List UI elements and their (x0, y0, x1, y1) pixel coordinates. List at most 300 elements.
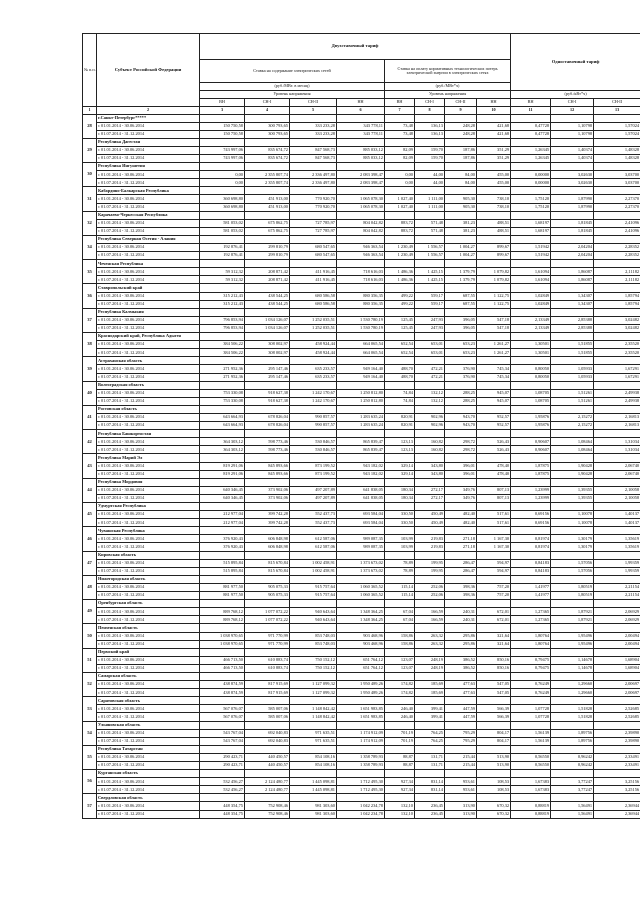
empty-cell (551, 405, 594, 413)
tariff-value: 585 007,06 (245, 713, 290, 721)
column-index: 7 (385, 107, 415, 115)
tariff-value: 386,52 (445, 664, 477, 672)
one-rate-header: Одноставочный тариф (511, 34, 640, 91)
tariff-value: 208 871,42 (245, 268, 290, 276)
empty-cell (337, 672, 385, 680)
tariff-value: 166,59 (415, 608, 445, 616)
empty-cell (245, 357, 290, 365)
tariff-value: 2 124 480,77 (245, 778, 290, 786)
tariff-value: 0,79475 (511, 664, 551, 672)
tariff-value: 1 079,82 (477, 276, 511, 284)
tariff-value: 0,81974 (511, 543, 551, 551)
tariff-value: 3,02630 (551, 179, 594, 187)
period-label: с 01.01.2014 - 30.06.2014 (97, 341, 200, 349)
region-name: Республика Калмыкия (97, 308, 200, 316)
tariff-value: 451 913,00 (245, 195, 290, 203)
tariff-value: 946 363,54 (337, 252, 385, 260)
empty-cell (551, 430, 594, 438)
region-row (83, 187, 640, 195)
empty-cell (445, 527, 477, 535)
empty-cell (337, 697, 385, 705)
tariff-value: 2,85388 (551, 324, 594, 332)
period-label: с 01.01.2014 - 30.06.2014 (97, 171, 200, 179)
tariff-value: 2,13349 (511, 324, 551, 332)
tariff-value: 835 674,72 (245, 146, 290, 154)
tariff-value: 0,00000 (511, 171, 551, 179)
tariff-value: 44,00 (415, 179, 445, 187)
empty-cell (245, 381, 290, 389)
empty-cell (594, 381, 640, 389)
region-row (83, 648, 640, 656)
empty-cell (445, 211, 477, 219)
period-row (83, 446, 640, 454)
tariff-value: 738,10 (477, 203, 511, 211)
period-label: с 01.01.2014 - 30.06.2014 (97, 681, 200, 689)
period-label: с 01.01.2014 - 30.06.2014 (97, 413, 200, 421)
empty-cell (415, 430, 445, 438)
tariff-value: 82,09 (385, 154, 415, 162)
period-row (83, 583, 640, 591)
region-name: Волгоградская область (97, 381, 200, 389)
period-label: с 01.07.2014 - 31.12.2014 (97, 592, 200, 600)
region-row (83, 672, 640, 680)
tariff-value: 290 423,71 (200, 753, 245, 761)
tariff-value: 687,55 (445, 300, 477, 308)
tariff-value: 745,34 (477, 373, 511, 381)
empty-cell (245, 624, 290, 632)
col-sn2-loss: СН-II (445, 99, 477, 107)
tariff-value: 384 506,22 (200, 349, 245, 357)
empty-cell (290, 600, 337, 608)
empty-cell (477, 648, 511, 656)
empty-cell (337, 575, 385, 583)
tariff-value: 952,57 (477, 422, 511, 430)
tariff-value: 248,28 (445, 130, 477, 138)
empty-cell (245, 260, 290, 268)
tariff-value: 488,70 (385, 373, 415, 381)
empty-cell (445, 138, 477, 146)
tariff-value: 1,05933 (551, 365, 594, 373)
tariff-value: 927,34 (385, 778, 415, 786)
empty-cell (337, 333, 385, 341)
tariff-value: 796 853,94 (200, 324, 245, 332)
tariff-value: 2,11182 (594, 268, 640, 276)
empty-cell (511, 430, 551, 438)
tariff-value: 295,86 (445, 632, 477, 640)
tariff-value: 1,67383 (511, 778, 551, 786)
empty-cell (385, 454, 415, 462)
period-row (83, 373, 640, 381)
tariff-value: 1,67291 (594, 373, 640, 381)
tariff-value: 1,51828 (551, 705, 594, 713)
tariff-value: 0,84183 (511, 559, 551, 567)
region-name: г.Санкт-Петербург***** (97, 114, 200, 122)
tariff-value: 180,34 (385, 494, 415, 502)
tariff-value: 1 348 364,25 (337, 616, 385, 624)
tariff-value: 2,04204 (551, 244, 594, 252)
empty-cell (385, 284, 415, 292)
tariff-value: 125,45 (385, 324, 415, 332)
empty-cell (200, 478, 245, 486)
tariff-value: 2,27370 (594, 195, 640, 203)
tariff-value: 820,91 (385, 413, 415, 421)
period-label: с 01.01.2014 - 30.06.2014 (97, 729, 200, 737)
tariff-value: 902,96 (415, 413, 445, 421)
tariff-value: 458 924,44 (290, 349, 337, 357)
empty-cell (290, 260, 337, 268)
tariff-value: 136,13 (415, 122, 445, 130)
tariff-value: 272,17 (415, 494, 445, 502)
tariff-value: 2 355 807,74 (245, 171, 290, 179)
tariff-value: 2,28352 (594, 244, 640, 252)
tariff-value: 3,25156 (594, 778, 640, 786)
tariff-value: 212 977,04 (200, 519, 245, 527)
tariff-value: 2,04204 (551, 252, 594, 260)
empty-cell (385, 430, 415, 438)
empty-cell (445, 503, 477, 511)
tariff-value: 598 773,46 (245, 446, 290, 454)
tariff-value: 0,56550 (511, 762, 551, 770)
empty-cell (445, 721, 477, 729)
tariff-value: 1 167,30 (477, 543, 511, 551)
tariff-value: 738,10 (477, 195, 511, 203)
column-index: 6 (337, 107, 385, 115)
empty-cell (445, 672, 477, 680)
empty-cell (415, 478, 445, 486)
empty-cell (594, 575, 640, 583)
tariff-value: 411 916,45 (290, 268, 337, 276)
col-header-subject: Субъект Российской Федерации (97, 34, 200, 107)
period-row (83, 689, 640, 697)
tariff-value: 953,61 (445, 778, 477, 786)
empty-cell (511, 260, 551, 268)
tariff-value: 0,00 (200, 179, 245, 187)
empty-cell (290, 430, 337, 438)
period-row (83, 705, 640, 713)
period-row (83, 543, 640, 551)
table-body (83, 114, 640, 818)
empty-cell (385, 648, 415, 656)
empty-cell (551, 308, 594, 316)
tariff-value: 1,10798 (551, 122, 594, 130)
tariff-value: 1 358 789,93 (337, 753, 385, 761)
empty-cell (385, 260, 415, 268)
empty-cell (551, 211, 594, 219)
tariff-value: 2,10058 (594, 486, 640, 494)
empty-cell (290, 235, 337, 243)
period-row (83, 438, 640, 446)
tariff-value: 1 712 495,30 (337, 786, 385, 794)
unit-maintenance: (руб./МВт. в месяц) (200, 83, 385, 91)
tariff-value: 192 876,41 (200, 252, 245, 260)
tariff-value: 488,51 (477, 227, 511, 235)
period-row (83, 810, 640, 818)
tariff-value: 903 468,96 (337, 632, 385, 640)
empty-cell (415, 551, 445, 559)
tariff-value: 2,15272 (551, 422, 594, 430)
tariff-value: 567 076,07 (200, 705, 245, 713)
tariff-value: 850,16 (477, 656, 511, 664)
tariff-value: 263,32 (415, 640, 445, 648)
row-number: 49 (83, 600, 97, 624)
tariff-value: 1 077 072,22 (245, 608, 290, 616)
empty-cell (337, 503, 385, 511)
period-row (83, 292, 640, 300)
empty-cell (415, 260, 445, 268)
empty-cell (594, 308, 640, 316)
period-row (83, 753, 640, 761)
tariff-value: 2 336 497,80 (290, 179, 337, 187)
tariff-value: 903 468,96 (337, 640, 385, 648)
period-label: с 01.07.2014 - 31.12.2014 (97, 810, 200, 818)
tariff-value: 2,06740 (594, 462, 640, 470)
tariff-value: 1,14678 (551, 664, 594, 672)
tariff-value: 1 651 983,85 (337, 705, 385, 713)
empty-cell (385, 381, 415, 389)
period-label: с 01.07.2014 - 31.12.2014 (97, 494, 200, 502)
empty-cell (290, 381, 337, 389)
tariff-value: 0,80050 (511, 373, 551, 381)
tariff-value: 396,05 (445, 324, 477, 332)
empty-cell (445, 430, 477, 438)
tariff-value: 248,28 (445, 122, 477, 130)
period-label: с 01.01.2014 - 30.06.2014 (97, 486, 200, 494)
row-number: 44 (83, 478, 97, 502)
tariff-value: 1,48328 (594, 154, 640, 162)
tariff-value: 552 437,73 (290, 519, 337, 527)
tariff-value: 796 853,94 (200, 316, 245, 324)
tariff-value: 750 152,12 (290, 656, 337, 664)
tariff-value: 1 252 035,51 (290, 324, 337, 332)
empty-cell (337, 430, 385, 438)
tariff-value: 795,29 (445, 737, 477, 745)
tariff-value: 2 083 398,47 (337, 179, 385, 187)
tariff-value: 865 839,47 (337, 438, 385, 446)
col-nn-maint: НН (337, 99, 385, 107)
tariff-value: 547,18 (477, 324, 511, 332)
empty-cell (415, 770, 445, 778)
period-label: с 01.07.2014 - 31.12.2014 (97, 786, 200, 794)
row-number: 52 (83, 672, 97, 696)
period-row (83, 276, 640, 284)
empty-cell (415, 575, 445, 583)
period-label: с 01.07.2014 - 31.12.2014 (97, 713, 200, 721)
empty-cell (337, 381, 385, 389)
tariff-value: 1,67383 (511, 786, 551, 794)
tariff-value: 187,86 (445, 146, 477, 154)
period-label: с 01.07.2014 - 31.12.2014 (97, 519, 200, 527)
period-row (83, 470, 640, 478)
tariff-value: 1 486,36 (385, 268, 415, 276)
tariff-value: 902,96 (415, 422, 445, 430)
empty-cell (290, 551, 337, 559)
empty-cell (290, 745, 337, 753)
empty-cell (551, 600, 594, 608)
tariff-value: 252,06 (415, 583, 445, 591)
empty-cell (445, 308, 477, 316)
tariff-value: 1,85794 (594, 292, 640, 300)
empty-cell (245, 648, 290, 656)
row-number: 55 (83, 745, 97, 769)
column-index: 11 (511, 107, 551, 115)
tariff-value: 3,02482 (594, 316, 640, 324)
tariff-value: 949 164,40 (337, 373, 385, 381)
empty-cell (477, 163, 511, 171)
period-label: с 01.01.2014 - 30.06.2014 (97, 535, 200, 543)
tariff-value: 236,45 (415, 802, 445, 810)
tariff-value: 1 556,57 (415, 252, 445, 260)
empty-cell (445, 794, 477, 802)
tariff-value: 745,34 (477, 365, 511, 373)
tariff-value: 643 664,93 (200, 422, 245, 430)
tariff-value: 1,40374 (551, 154, 594, 162)
tariff-value: 399,41 (415, 713, 445, 721)
tariff-value: 680 586,58 (290, 292, 337, 300)
tariff-value: 103,99 (385, 543, 415, 551)
tariff-value: 1 065 078,30 (337, 203, 385, 211)
empty-cell (200, 575, 245, 583)
tariff-value: 1,08705 (511, 389, 551, 397)
empty-cell (445, 600, 477, 608)
tariff-value: 376 920,43 (200, 543, 245, 551)
tariff-value: 752 908,46 (245, 810, 290, 818)
empty-cell (477, 114, 511, 122)
region-row (83, 697, 640, 705)
tariff-value: 1,87990 (551, 203, 594, 211)
empty-cell (477, 284, 511, 292)
region-name: Карачаево-Черкесская Республика (97, 211, 200, 219)
empty-cell (445, 357, 477, 365)
tariff-value: 1,80519 (551, 583, 594, 591)
tariff-value: 927,34 (385, 786, 415, 794)
empty-cell (445, 454, 477, 462)
empty-cell (477, 381, 511, 389)
empty-cell (337, 357, 385, 365)
tariff-value: 477,63 (445, 681, 477, 689)
tariff-value: 447,59 (445, 705, 477, 713)
tariff-value: 0,00 (200, 171, 245, 179)
tariff-value: 1,87921 (551, 608, 594, 616)
tariff-value: 373 902,06 (245, 486, 290, 494)
tariff-value: 247,93 (415, 316, 445, 324)
region-row (83, 333, 640, 341)
tariff-value: 1,56139 (511, 737, 551, 745)
empty-cell (337, 745, 385, 753)
empty-cell (551, 138, 594, 146)
tariff-value: 559,17 (415, 300, 445, 308)
column-index: 12 (551, 107, 594, 115)
region-name: Саратовская область (97, 697, 200, 705)
row-number: 36 (83, 284, 97, 308)
empty-cell (290, 114, 337, 122)
tariff-table (82, 33, 640, 819)
tariff-value: 2,16813 (594, 422, 640, 430)
region-row (83, 114, 640, 122)
tariff-value: 376,90 (445, 373, 477, 381)
tariff-value: 2,10058 (594, 494, 640, 502)
tariff-value: 1,40137 (594, 519, 640, 527)
tariff-value: 701,19 (385, 737, 415, 745)
tariff-value: 219,83 (415, 535, 445, 543)
tariff-value: 236,45 (415, 810, 445, 818)
empty-cell (385, 672, 415, 680)
empty-cell (200, 551, 245, 559)
tariff-value: 945,07 (477, 397, 511, 405)
row-number: 50 (83, 624, 97, 648)
tariff-value: 88,87 (385, 762, 415, 770)
period-row (83, 664, 640, 672)
tariff-value: 2,11182 (594, 276, 640, 284)
tariff-value: 295 147,46 (245, 373, 290, 381)
tariff-value: 1,07728 (511, 713, 551, 721)
tariff-value: 252,06 (415, 592, 445, 600)
region-name: Республика Татарстан (97, 745, 200, 753)
tariff-value: 612 587,06 (290, 535, 337, 543)
empty-cell (511, 163, 551, 171)
tariff-value: 952,57 (477, 413, 511, 421)
tariff-value: 1 079,82 (477, 268, 511, 276)
tariff-value: 488,70 (385, 365, 415, 373)
region-name: Курганская область (97, 770, 200, 778)
tariff-value: 680 586,58 (290, 300, 337, 308)
tariff-value: 286,47 (445, 567, 477, 575)
region-name: Астраханская область (97, 357, 200, 365)
empty-cell (445, 551, 477, 559)
row-number: 42 (83, 430, 97, 454)
tariff-value: 1,08705 (511, 397, 551, 405)
tariff-value: 853 748,03 (290, 640, 337, 648)
tariff-value: 78,89 (385, 559, 415, 567)
tariff-value: 831,14 (415, 778, 445, 786)
period-row (83, 656, 640, 664)
empty-cell (551, 503, 594, 511)
row-number: 34 (83, 235, 97, 259)
tariff-value: 804,17 (477, 737, 511, 745)
empty-cell (445, 260, 477, 268)
period-label: с 01.01.2014 - 30.06.2014 (97, 195, 200, 203)
region-name: Ставропольский край (97, 284, 200, 292)
tariff-value: 1 486,36 (385, 276, 415, 284)
tariff-value: 1,56139 (511, 729, 551, 737)
region-row (83, 721, 640, 729)
empty-cell (445, 381, 477, 389)
empty-cell (445, 163, 477, 171)
tariff-value: 727 785,97 (290, 227, 337, 235)
row-number: 57 (83, 794, 97, 818)
tariff-value: 664 065,54 (337, 349, 385, 357)
tariff-value: 815 670,84 (245, 559, 290, 567)
tariff-value: 343 778,11 (337, 130, 385, 138)
period-label: с 01.07.2014 - 31.12.2014 (97, 689, 200, 697)
tariff-value: 2,21154 (594, 592, 640, 600)
tariff-value: 82,09 (385, 146, 415, 154)
tariff-value: 905,30 (445, 203, 477, 211)
tariff-value: 513,90 (477, 762, 511, 770)
empty-cell (511, 211, 551, 219)
empty-cell (290, 187, 337, 195)
tariff-value: 288,25 (445, 389, 477, 397)
empty-cell (245, 745, 290, 753)
tariff-value: 905 075,33 (245, 583, 290, 591)
row-number: 45 (83, 503, 97, 527)
tariff-value: 248,19 (415, 664, 445, 672)
tariff-value: 1,41977 (511, 592, 551, 600)
empty-cell (245, 600, 290, 608)
empty-cell (477, 672, 511, 680)
period-row (83, 341, 640, 349)
empty-cell (245, 527, 290, 535)
empty-cell (290, 697, 337, 705)
